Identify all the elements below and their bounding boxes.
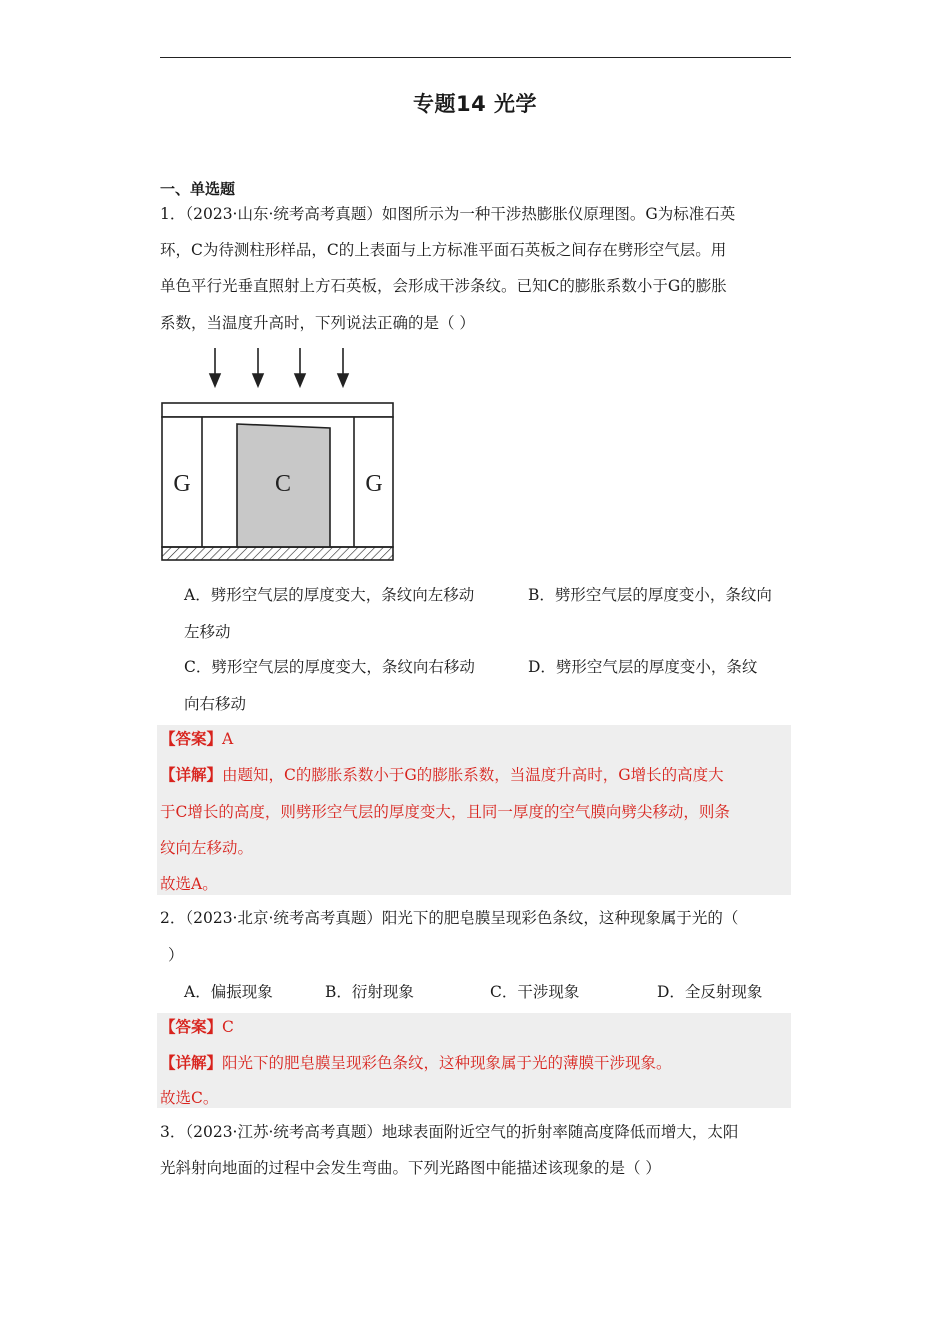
label-c: C xyxy=(274,471,292,497)
quartz-plate xyxy=(162,403,393,417)
q2-option-d[interactable]: D．全反射现象 xyxy=(657,983,763,1001)
label-g-left: G xyxy=(173,471,191,497)
q2-detail-line: 【详解】阳光下的肥皂膜呈现彩色条纹，这种现象属于光的薄膜干涉现象。 xyxy=(160,1053,672,1072)
page-title: 专题14 光学 xyxy=(412,92,538,116)
q2-answer-line: 【答案】C xyxy=(160,1017,234,1036)
q3-stem-line: 光斜射向地面的过程中会发生弯曲。下列光路图中能描述该现象的是（ ） xyxy=(160,1159,661,1177)
q1-option-d-cont: 向右移动 xyxy=(184,695,247,713)
q1-conclusion: 故选A。 xyxy=(160,875,218,893)
interferometer-diagram xyxy=(160,346,400,564)
q2-option-a[interactable]: A．偏振现象 xyxy=(184,983,273,1001)
q1-detail-line: 【详解】由题知，C的膨胀系数小于G的膨胀系数，当温度升高时，G增长的高度大 xyxy=(160,765,724,784)
section-heading: 一、单选题 xyxy=(160,180,236,198)
q2-stem-line: 2．（2023·北京·统考高考真题）阳光下的肥皂膜呈现彩色条纹，这种现象属于光的（ xyxy=(160,909,739,927)
q3-stem-line: 3．（2023·江苏·统考高考真题）地球表面附近空气的折射率随高度降低而增大，太阳 xyxy=(160,1123,739,1141)
q1-stem-line: 环，C为待测柱形样品，C的上表面与上方标准平面石英板之间存在劈形空气层。用 xyxy=(160,241,727,259)
q1-stem-line: 1．（2023·山东·统考高考真题）如图所示为一种干涉热膨胀仪原理图。G为标准石英 xyxy=(160,205,736,223)
q2-option-c[interactable]: C．干涉现象 xyxy=(490,983,580,1001)
q1-stem-line: 单色平行光垂直照射上方石英板，会形成干涉条纹。已知C的膨胀系数小于G的膨胀 xyxy=(160,277,727,295)
q1-option-b[interactable]: B．劈形空气层的厚度变小，条纹向 xyxy=(528,586,772,604)
base-hatch xyxy=(162,547,393,560)
q1-stem-line: 系数，当温度升高时，下列说法正确的是（ ） xyxy=(160,314,475,332)
q2-conclusion: 故选C。 xyxy=(160,1089,219,1107)
q1-detail-line: 于C增长的高度，则劈形空气层的厚度变大，且同一厚度的空气膜向劈尖移动，则条 xyxy=(160,803,730,821)
q1-answer-line: 【答案】A xyxy=(160,729,234,748)
q1-option-a[interactable]: A．劈形空气层的厚度变大，条纹向左移动 xyxy=(184,586,475,604)
q1-option-b-cont: 左移动 xyxy=(184,623,231,641)
q1-option-d[interactable]: D．劈形空气层的厚度变小，条纹 xyxy=(528,658,758,676)
q2-option-b[interactable]: B．衍射现象 xyxy=(325,983,414,1001)
light-arrows xyxy=(210,348,348,386)
q2-stem-line: ） xyxy=(168,946,184,964)
q1-option-c[interactable]: C．劈形空气层的厚度变大，条纹向右移动 xyxy=(184,658,475,676)
label-g-right: G xyxy=(365,471,383,497)
q1-detail-line: 纹向左移动。 xyxy=(160,839,254,857)
header-rule xyxy=(160,57,791,58)
